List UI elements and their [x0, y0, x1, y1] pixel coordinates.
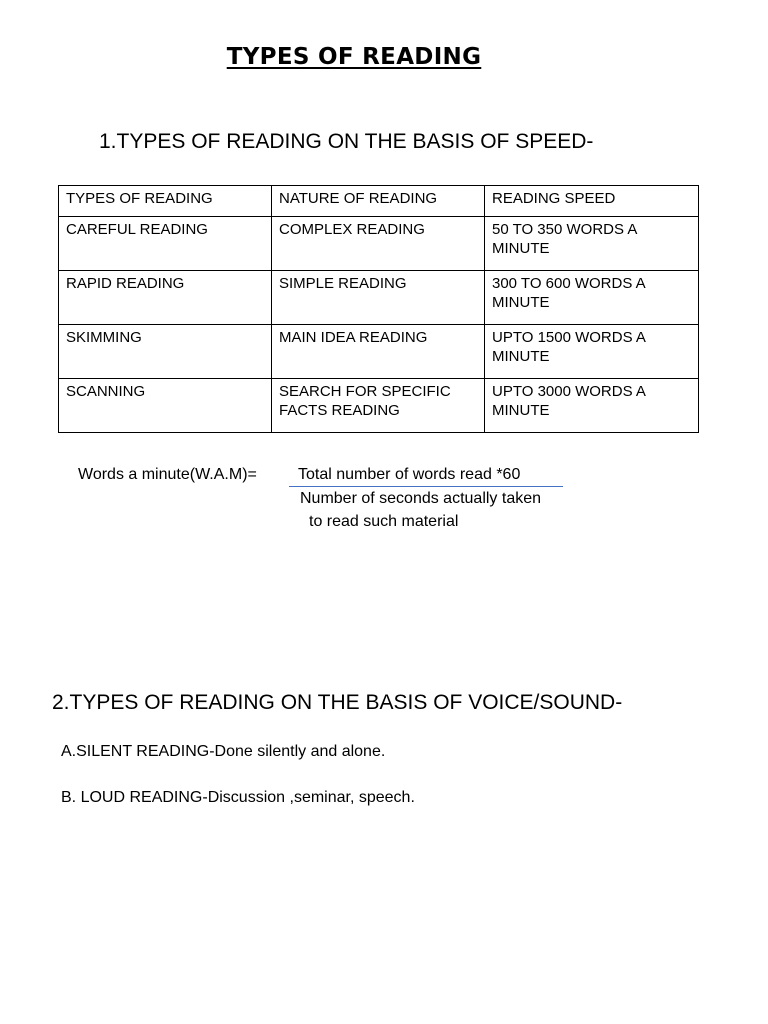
table-cell: SKIMMING [59, 325, 272, 379]
table-row [59, 379, 699, 433]
list-item-loud-reading: B. LOUD READING-Discussion ,seminar, speech. [61, 789, 415, 806]
table-cell: UPTO 1500 WORDS A MINUTE [485, 325, 699, 379]
table-row [59, 271, 699, 325]
page-title: TYPES OF READING [226, 44, 482, 70]
table-header-row [59, 186, 699, 217]
table-row [59, 325, 699, 379]
formula-denominator-line2: to read such material [309, 513, 459, 530]
table-cell: COMPLEX READING [272, 217, 485, 271]
list-item-silent-reading: A.SILENT READING-Done silently and alone. [61, 743, 386, 760]
header-types-of-reading: TYPES OF READING [59, 186, 272, 217]
table-cell: UPTO 3000 WORDS A MINUTE [485, 379, 699, 433]
fraction-bar [289, 486, 563, 487]
header-nature-of-reading: NATURE OF READING [272, 186, 485, 217]
table-cell: SCANNING [59, 379, 272, 433]
table-row [59, 217, 699, 271]
reading-speed-table [58, 185, 699, 433]
table-cell: CAREFUL READING [59, 217, 272, 271]
table-cell: SIMPLE READING [272, 271, 485, 325]
table-cell: RAPID READING [59, 271, 272, 325]
section-heading-voice: 2.TYPES OF READING ON THE BASIS OF VOICE/SOUND- [52, 691, 623, 714]
formula-label: Words a minute(W.A.M)= [78, 466, 257, 483]
formula-numerator: Total number of words read *60 [298, 466, 521, 483]
header-reading-speed: READING SPEED [485, 186, 699, 217]
table-cell: MAIN IDEA READING [272, 325, 485, 379]
section-heading-speed: 1.TYPES OF READING ON THE BASIS OF SPEED- [99, 130, 594, 153]
formula-denominator-line1: Number of seconds actually taken [300, 490, 542, 507]
table-cell: 300 TO 600 WORDS A MINUTE [485, 271, 699, 325]
table-cell: 50 TO 350 WORDS A MINUTE [485, 217, 699, 271]
table-cell: SEARCH FOR SPECIFIC FACTS READING [272, 379, 485, 433]
